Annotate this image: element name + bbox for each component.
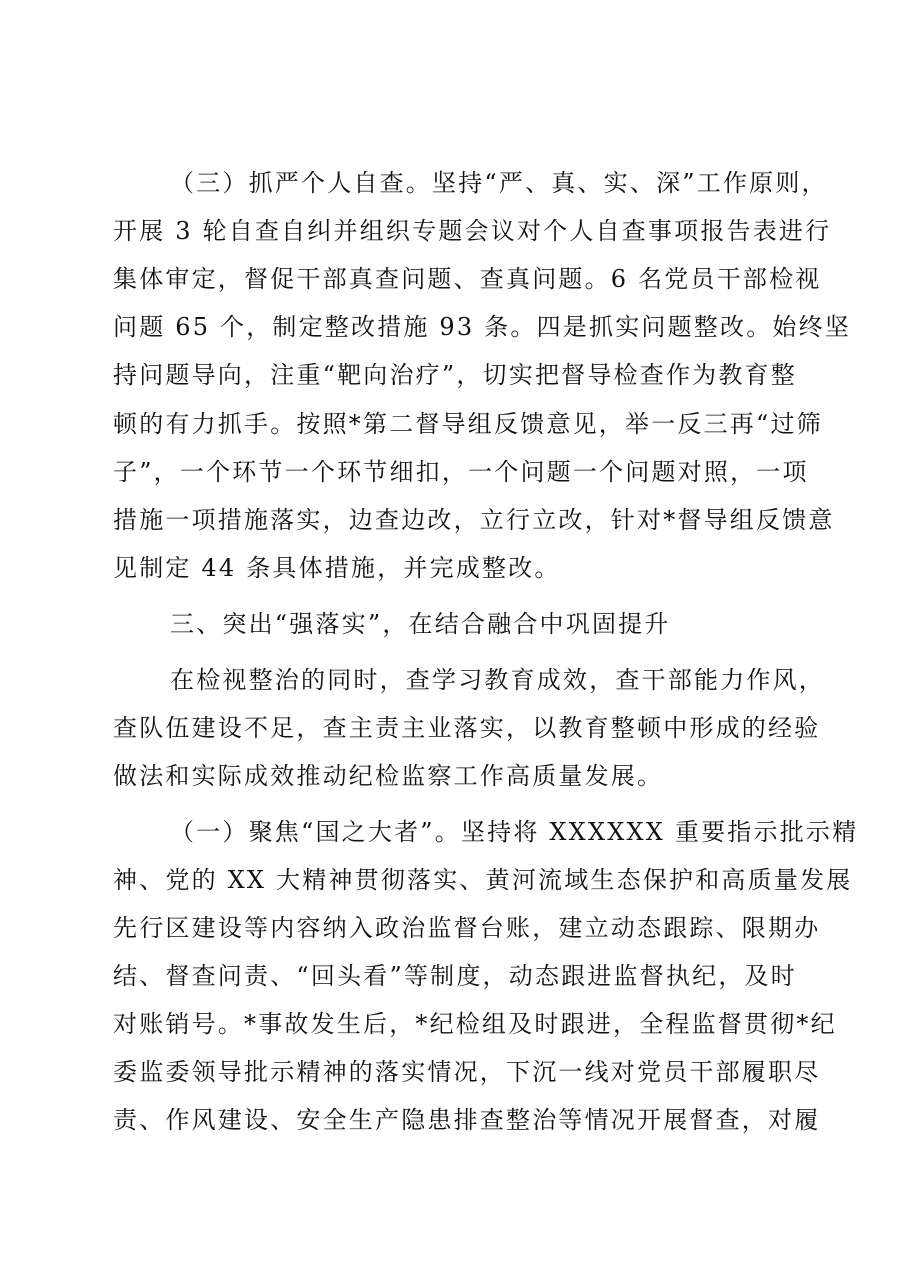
paragraph-4-line-6: 委监委领导批示精神的落实情况，下沉一线对党员干部履职尽 xyxy=(113,1058,821,1086)
paragraph-1-line-4: 问题 65 个，制定整改措施 93 条。四是抓实问题整改。始终坚 xyxy=(113,313,851,341)
paragraph-4-line-1: （一）聚焦“国之大者”。坚持将 XXXXXX 重要指示批示精 xyxy=(170,818,859,846)
paragraph-1-line-9: 见制定 44 条具体措施，并完成整改。 xyxy=(113,554,561,582)
paragraph-3-line-2: 查队伍建设不足，查主责主业落实，以教育整顿中形成的经验 xyxy=(113,714,821,742)
paragraph-1-line-6: 顿的有力抓手。按照*第二督导组反馈意见，举一反三再“过筛 xyxy=(113,410,823,438)
paragraph-3-line-3: 做法和实际成效推动纪检监察工作高质量发展。 xyxy=(113,762,664,790)
paragraph-4-line-7: 责、作风建设、安全生产隐患排查整治等情况开展督查，对履 xyxy=(113,1106,821,1134)
paragraph-4-line-3: 先行区建设等内容纳入政治监督台账，建立动态跟踪、限期办 xyxy=(113,914,821,942)
paragraph-4-line-4: 结、督查问责、“回头看”等制度，动态跟进监督执纪，及时 xyxy=(113,962,797,990)
paragraph-4-line-5: 对账销号。*事故发生后，*纪检组及时跟进，全程监督贯彻*纪 xyxy=(113,1010,837,1038)
paragraph-1-line-5: 持问题导向，注重“靶向治疗”，切实把督导检查作为教育整 xyxy=(113,361,797,389)
section-heading: 三、突出“强落实”，在结合融合中巩固提升 xyxy=(170,610,671,638)
paragraph-1-line-2: 开展 3 轮自查自纠并组织专题会议对个人自查事项报告表进行 xyxy=(113,217,832,245)
paragraph-1-line-1: （三）抓严个人自查。坚持“严、真、实、深”工作原则， xyxy=(170,169,828,197)
paragraph-1-line-8: 措施一项措施落实，边查边改，立行立改，针对*督导组反馈意 xyxy=(113,506,835,534)
paragraph-3-line-1: 在检视整治的同时，查学习教育成效，查干部能力作风， xyxy=(170,666,825,694)
paragraph-1-line-7: 子”，一个环节一个环节细扣，一个问题一个问题对照，一项 xyxy=(113,458,809,486)
paragraph-1-line-3: 集体审定，督促干部真查问题、查真问题。6 名党员干部检视 xyxy=(113,265,822,293)
paragraph-4-line-2: 神、党的 XX 大精神贯彻落实、黄河流域生态保护和高质量发展 xyxy=(113,866,853,894)
